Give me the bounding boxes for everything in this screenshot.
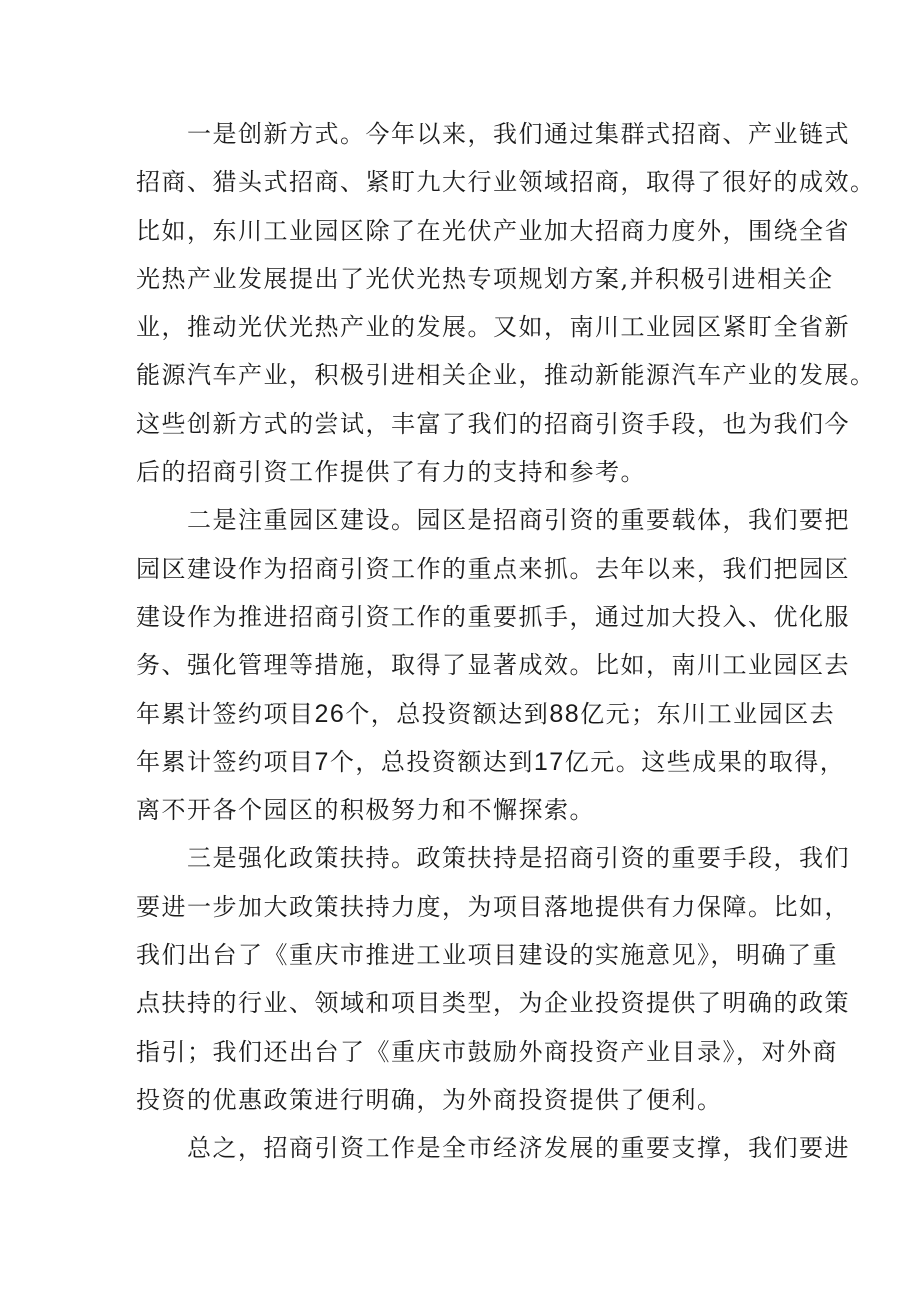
- line-text: 亿元；东川工业园区去: [580, 699, 836, 728]
- project-count: 26: [314, 699, 346, 728]
- paragraph-3-line-2: 要进一步加大政策扶持力度，为项目落地提供有力保障。比如，: [136, 892, 850, 921]
- paragraph-1-line-6: 能源汽车产业，积极引进相关企业，推动新能源汽车产业的发展。: [136, 361, 876, 390]
- paragraph-1-line-3: 比如，东川工业园区除了在光伏产业加大招商力度外，围绕全省: [136, 216, 850, 245]
- body-text: [136, 110, 876, 1173]
- paragraph-3-line-1: 三是强化政策扶持。政策扶持是招商引资的重要手段，我们: [187, 844, 850, 873]
- line-text: 年累计签约项目: [136, 747, 315, 776]
- project-count: 7: [314, 747, 330, 776]
- paragraph-1-line-8: 后的招商引资工作提供了有力的支持和参考。: [136, 458, 646, 487]
- paragraph-2-line-5: [136, 690, 836, 738]
- paragraph-4-line-1: 总之，招商引资工作是全市经济发展的重要支撑，我们要进: [187, 1134, 850, 1163]
- paragraph-1-line-5: 业，推动光伏光热产业的发展。又如，南川工业园区紧盯全省新: [136, 313, 850, 342]
- paragraph-2-line-6: [136, 738, 846, 786]
- paragraph-1-line-2: 招商、猎头式招商、紧盯九大行业领域招商，取得了很好的成效。: [136, 168, 876, 197]
- paragraph-2-line-3: 建设作为推进招商引资工作的重要抓手，通过加大投入、优化服: [136, 602, 850, 631]
- paragraph-1-line-7: 这些创新方式的尝试，丰富了我们的招商引资手段，也为我们今: [136, 409, 850, 438]
- paragraph-3-line-5: 指引；我们还出台了《重庆市鼓励外商投资产业目录》，对外商: [136, 1037, 838, 1066]
- line-text: 个，总投资额达到: [329, 747, 534, 776]
- line-text: 年累计签约项目: [136, 699, 315, 728]
- investment-amount: 17: [533, 747, 565, 776]
- paragraph-3-line-4: 点扶持的行业、领域和项目类型，为企业投资提供了明确的政策: [136, 989, 850, 1018]
- paragraph-2-line-2: 园区建设作为招商引资工作的重点来抓。去年以来，我们把园区: [136, 554, 850, 583]
- paragraph-1-line-4: 光热产业发展提出了光伏光热专项规划方案,并积极引进相关企: [136, 264, 834, 293]
- paragraph-1-line-1: 一是创新方式。今年以来，我们通过集群式招商、产业链式: [187, 120, 850, 148]
- paragraph-2-line-1: 二是注重园区建设。园区是招商引资的重要载体，我们要把: [187, 506, 850, 535]
- investment-amount: 88: [549, 699, 581, 728]
- paragraph-3-line-3: 我们出台了《重庆市推进工业项目建设的实施意见》，明确了重: [136, 941, 838, 970]
- paragraph-2-line-7: 离不开各个园区的积极努力和不懈探索。: [136, 796, 595, 825]
- line-text: 亿元。这些成果的取得，: [564, 747, 846, 776]
- paragraph-2-line-4: 务、强化管理等措施，取得了显著成效。比如，南川工业园区去: [136, 651, 850, 680]
- line-text: 个，总投资额达到: [345, 699, 550, 728]
- paragraph-3-line-6: 投资的优惠政策进行明确，为外商投资提供了便利。: [136, 1085, 723, 1114]
